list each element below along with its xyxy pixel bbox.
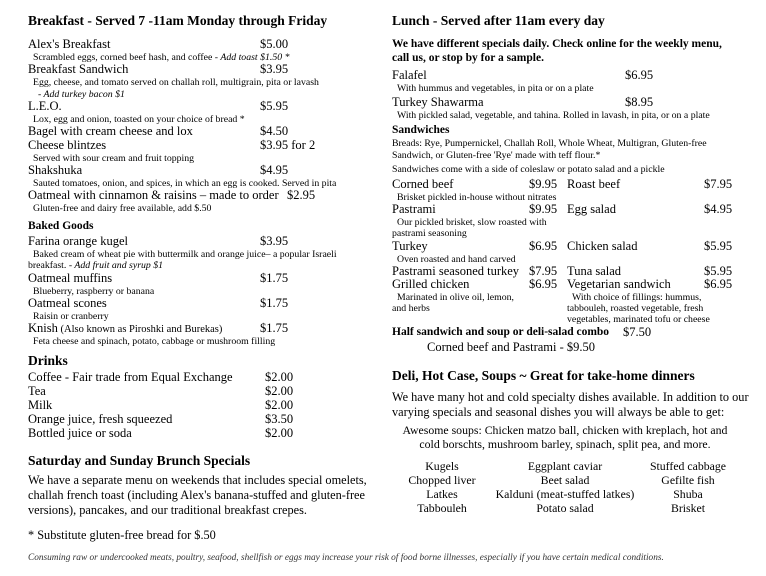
lunch-intro: call us, or stop by for a sample. bbox=[392, 52, 544, 64]
menu-item-name: Shakshuka bbox=[28, 163, 83, 177]
sandwich-desc-cont: vegetables, marinated tofu or cheese bbox=[567, 314, 710, 325]
menu-item-desc: Served with sour cream and fruit topping bbox=[33, 153, 195, 164]
menu-item-desc: With pickled salad, vegetable, and tahina. Rolled in lavash, in pita, or on a plate bbox=[397, 110, 710, 121]
sandwich-price: $6.95 bbox=[529, 239, 558, 253]
sandwich-name: Pastrami bbox=[392, 202, 436, 216]
menu-item-desc-cont: breakfast. - Add fruit and syrup $1 bbox=[28, 260, 164, 271]
menu-item-price: $2.95 bbox=[287, 188, 316, 202]
menu-item-price: $3.95 bbox=[260, 62, 289, 76]
sandwich-side-note: Sandwiches come with a side of coleslaw or potato salad and a pickle bbox=[392, 164, 665, 175]
deli-dish: Gefilte fish bbox=[661, 473, 715, 487]
sandwich-price: $5.95 bbox=[704, 264, 733, 278]
deli-dish: Potato salad bbox=[536, 501, 594, 515]
lunch-intro: We have different specials daily. Check online for the weekly menu, bbox=[392, 38, 722, 50]
drink-price: $3.50 bbox=[265, 412, 294, 426]
sandwich-desc-cont: tabbouleh, roasted vegetable, fresh bbox=[567, 303, 704, 314]
drink-name: Tea bbox=[28, 384, 46, 398]
menu-item-price: $8.95 bbox=[625, 95, 654, 109]
brunch-text-line: We have a separate menu on weekends that includes special omelets, bbox=[28, 473, 367, 487]
drink-price: $2.00 bbox=[265, 398, 294, 412]
drinks-header: Drinks bbox=[28, 353, 68, 368]
menu-item-name: Bagel with cream cheese and lox bbox=[28, 124, 193, 138]
deli-dish: Beet salad bbox=[540, 473, 590, 487]
menu-item-price: $1.75 bbox=[260, 296, 289, 310]
menu-item-name: Breakfast Sandwich bbox=[28, 62, 129, 76]
baked-goods-header: Baked Goods bbox=[28, 220, 94, 232]
substitute-note: * Substitute gluten-free bread for $.50 bbox=[28, 528, 216, 542]
menu-item-name: Farina orange kugel bbox=[28, 234, 128, 248]
drink-name: Milk bbox=[28, 398, 53, 412]
menu-item-price: $3.95 for 2 bbox=[260, 138, 316, 152]
menu-item-desc: Baked cream of wheat pie with buttermilk and orange juice– a popular Israeli bbox=[33, 249, 337, 260]
sandwich-price: $5.95 bbox=[704, 239, 733, 253]
menu-item-price: $6.95 bbox=[625, 68, 654, 82]
sandwich-desc: With choice of fillings: hummus, bbox=[572, 292, 702, 303]
sandwich-price: $7.95 bbox=[529, 264, 558, 278]
menu-item-price: $4.95 bbox=[260, 163, 289, 177]
menu-item-name: Oatmeal with cinnamon & raisins – made to order bbox=[28, 188, 279, 202]
deli-dish: Latkes bbox=[426, 487, 458, 501]
deli-grid-row bbox=[392, 473, 738, 487]
breakfast-header: Breakfast - Served 7 -11am Monday through Friday bbox=[28, 13, 328, 28]
menu-item-price: $1.75 bbox=[260, 271, 289, 285]
menu-item-name: Falafel bbox=[392, 68, 427, 82]
deli-dish: Stuffed cabbage bbox=[649, 459, 727, 473]
menu-item-desc: Lox, egg and onion, toasted on your choice of bread * bbox=[33, 114, 245, 125]
menu-item-desc: Blueberry, raspberry or banana bbox=[33, 286, 155, 297]
deli-dish: Kalduni (meat-stuffed latkes) bbox=[495, 487, 635, 501]
menu-item-price: $3.95 bbox=[260, 234, 289, 248]
sandwich-name: Turkey bbox=[392, 239, 428, 253]
drink-price: $2.00 bbox=[265, 370, 294, 384]
menu-item-desc: Sauted tomatoes, onion, and spices, in which an egg is cooked. Served in pita bbox=[33, 178, 337, 189]
menu-item-desc: With hummus and vegetables, in pita or on a plate bbox=[397, 83, 594, 94]
sandwich-price: $9.95 bbox=[529, 177, 558, 191]
brunch-text-line: challah french toast (including Alex's banana-stuffed and gluten-free bbox=[28, 488, 365, 502]
sandwich-name: Egg salad bbox=[567, 202, 616, 216]
menu-item-price: $5.00 bbox=[260, 37, 289, 51]
menu-item-name: Knish (Also known as Piroshki and Burekas) bbox=[28, 321, 223, 335]
menu-item-desc: Scrambled eggs, corned beef hash, and coffee - Add toast $1.50 * bbox=[33, 52, 290, 63]
drink-name: Bottled juice or soda bbox=[28, 426, 132, 440]
sandwich-name: Roast beef bbox=[567, 177, 621, 191]
brunch-header: Saturday and Sunday Brunch Specials bbox=[28, 453, 251, 468]
soups-line: cold borschts, mushroom barley, spinach, split pea, and more. bbox=[419, 437, 711, 451]
menu-item-price: $4.50 bbox=[260, 124, 289, 138]
sandwich-name: Corned beef bbox=[392, 177, 454, 191]
sandwich-name: Pastrami seasoned turkey bbox=[392, 264, 520, 278]
menu-item-name: Oatmeal scones bbox=[28, 296, 107, 310]
sandwich-desc: Our pickled brisket, slow roasted with bbox=[397, 217, 547, 228]
breads-line: Breads: Rye, Pumpernickel, Challah Roll, Whole Wheat, Multigran, Gluten-free bbox=[392, 138, 707, 149]
menu-item-price: $1.75 bbox=[260, 321, 289, 335]
deli-header: Deli, Hot Case, Soups ~ Great for take-home dinners bbox=[392, 368, 695, 383]
deli-grid-row bbox=[392, 459, 738, 473]
drink-price: $2.00 bbox=[265, 426, 294, 440]
sandwich-name: Chicken salad bbox=[567, 239, 638, 253]
food-safety-disclaimer: Consuming raw or undercooked meats, poultry, seafood, shellfish or eggs may increase your risk of food borne illnesses, especially if you have certain medical conditions. bbox=[28, 553, 664, 563]
deli-grid bbox=[392, 459, 738, 515]
sandwich-desc: Brisket pickled in-house without nitrates bbox=[397, 192, 557, 203]
breads-line: Sandwich, or Gluten-free 'Rye' made with teff flour.* bbox=[392, 150, 601, 161]
menu-item-note: - Add turkey bacon $1 bbox=[38, 89, 125, 100]
sandwich-desc: Oven roasted and hand carved bbox=[397, 254, 516, 265]
menu-item-desc: Egg, cheese, and tomato served on challah roll, multigrain, pita or lavash bbox=[33, 77, 319, 88]
menu-item-name: Cheese blintzes bbox=[28, 138, 107, 152]
sandwich-name: Tuna salad bbox=[567, 264, 622, 278]
sandwich-desc-cont: and herbs bbox=[392, 303, 430, 314]
combo-price: $7.50 bbox=[623, 325, 652, 339]
menu-item-desc: Raisin or cranberry bbox=[33, 311, 109, 322]
drink-name: Orange juice, fresh squeezed bbox=[28, 412, 173, 426]
sandwich-name: Grilled chicken bbox=[392, 277, 470, 291]
menu-item-name: Alex's Breakfast bbox=[28, 37, 111, 51]
soups-line: Awesome soups: Chicken matzo ball, chicken with kreplach, hot and bbox=[402, 423, 728, 437]
sandwich-price: $6.95 bbox=[704, 277, 733, 291]
deli-grid-row bbox=[392, 487, 738, 501]
combo-name: Half sandwich and soup or deli-salad combo bbox=[392, 326, 610, 338]
menu-item-name: Turkey Shawarma bbox=[392, 95, 484, 109]
sandwich-desc: Marinated in olive oil, lemon, bbox=[397, 292, 514, 303]
deli-dish: Eggplant caviar bbox=[527, 459, 603, 473]
menu-item-desc: Gluten-free and dairy free available, add $.50 bbox=[33, 203, 212, 214]
sandwich-name: Vegetarian sandwich bbox=[567, 277, 671, 291]
deli-dish: Tabbouleh bbox=[417, 501, 467, 515]
deli-grid-row bbox=[392, 501, 738, 515]
menu-item-name: L.E.O. bbox=[28, 99, 62, 113]
deli-text-line: varying specials and seasonal dishes you will always be able to get: bbox=[392, 405, 725, 419]
sandwich-price: $7.95 bbox=[704, 177, 733, 191]
deli-dish: Brisket bbox=[670, 501, 706, 515]
menu-item-desc: Feta cheese and spinach, potato, cabbage or mushroom filling bbox=[33, 336, 276, 347]
lunch-header: Lunch - Served after 11am every day bbox=[392, 13, 605, 28]
sandwiches-header: Sandwiches bbox=[392, 124, 450, 136]
combo-sub: Corned beef and Pastrami - $9.50 bbox=[427, 340, 596, 354]
sandwich-price: $9.95 bbox=[529, 202, 558, 216]
deli-dish: Shuba bbox=[673, 487, 703, 501]
sandwich-desc-cont: pastrami seasoning bbox=[392, 228, 467, 239]
deli-text-line: We have many hot and cold specialty dishes available. In addition to our bbox=[392, 390, 749, 404]
deli-dish: Kugels bbox=[425, 459, 459, 473]
menu-item-name: Oatmeal muffins bbox=[28, 271, 113, 285]
drink-name: Coffee - Fair trade from Equal Exchange bbox=[28, 370, 233, 384]
menu-item-price: $5.95 bbox=[260, 99, 289, 113]
drink-price: $2.00 bbox=[265, 384, 294, 398]
brunch-text-line: versions), pancakes, and our traditional breakfast crepes. bbox=[28, 503, 307, 517]
deli-dish: Chopped liver bbox=[408, 473, 476, 487]
sandwich-price: $4.95 bbox=[704, 202, 733, 216]
sandwich-price: $6.95 bbox=[529, 277, 558, 291]
